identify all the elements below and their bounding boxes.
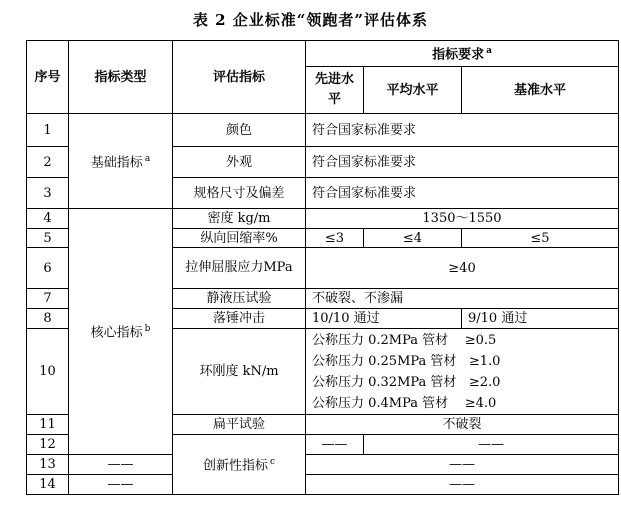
row-no: 6 — [27, 248, 69, 289]
row-requirement: 符合国家标准要求 — [306, 147, 619, 178]
header-baseline: 基准水平 — [462, 67, 619, 114]
row-indicator: —— — [306, 435, 364, 455]
group-innovation-mark: c — [269, 457, 276, 468]
row-indicator: 外观 — [173, 147, 306, 178]
row-no: 14 — [27, 475, 69, 495]
header-average: 平均水平 — [364, 67, 462, 114]
group-basic-mark: a — [144, 153, 151, 164]
header-requirement-mark: a — [486, 46, 492, 57]
row-requirement: 符合国家标准要求 — [306, 178, 619, 209]
table-row — [27, 114, 619, 147]
row-indicator: 拉伸屈服应力MPa — [173, 248, 306, 289]
row-requirement: 不破裂、不渗漏 — [306, 289, 619, 309]
row-no: 13 — [27, 455, 69, 475]
row-no: 1 — [27, 114, 69, 147]
table-title: 表 2 企业标准“领跑者”评估体系 — [192, 11, 429, 29]
row-indicator: 密度 kg/m — [173, 209, 306, 229]
row-no: 8 — [27, 309, 69, 329]
row-requirement: 1350～1550 — [306, 209, 619, 229]
row-baseline: ≤5 — [462, 229, 619, 248]
row-indicator: 扁平试验 — [173, 415, 306, 435]
table-row — [27, 209, 619, 229]
requirement-line: 公称压力 0.32MPa 管材 ≥2.0 — [312, 374, 501, 390]
group-innovation — [173, 435, 306, 495]
group-basic — [69, 114, 173, 209]
table-row — [27, 475, 619, 495]
row-no: 4 — [27, 209, 69, 229]
group-core-label: 核心指标 — [90, 325, 143, 341]
row-requirement-right: 9/10 通过 — [462, 309, 619, 329]
row-requirement: —— — [306, 475, 619, 495]
requirement-line: 公称压力 0.25MPa 管材 ≥1.0 — [312, 353, 501, 369]
row-indicator: 环刚度 kN/m — [173, 329, 306, 415]
header-type: 指标类型 — [69, 41, 173, 114]
row-advanced: ≤3 — [306, 229, 364, 248]
row-no: 5 — [27, 229, 69, 248]
requirement-line: 公称压力 0.4MPa 管材 ≥4.0 — [312, 395, 497, 411]
row-requirement — [306, 329, 619, 415]
row-no: 10 — [27, 329, 69, 415]
group-innovation-label: 创新性指标 — [202, 458, 268, 474]
row-requirement: ≥40 — [306, 248, 619, 289]
group-basic-label: 基础指标 — [90, 155, 143, 171]
row-requirement: —— — [306, 455, 619, 475]
row-average: ≤4 — [364, 229, 462, 248]
header-indicator: 评估指标 — [173, 41, 306, 114]
table-row — [27, 455, 619, 475]
row-no: 7 — [27, 289, 69, 309]
row-no: 2 — [27, 147, 69, 178]
row-requirement: —— — [364, 435, 619, 455]
evaluation-table — [26, 40, 619, 495]
row-requirement: 符合国家标准要求 — [306, 114, 619, 147]
row-no: 11 — [27, 415, 69, 435]
requirement-line: 公称压力 0.2MPa 管材 ≥0.5 — [312, 332, 497, 348]
row-indicator: 颜色 — [173, 114, 306, 147]
header-requirement — [306, 41, 619, 67]
row-indicator: —— — [69, 475, 173, 495]
header-no: 序号 — [27, 41, 69, 114]
row-no: 12 — [27, 435, 69, 455]
row-indicator: 纵向回缩率% — [173, 229, 306, 248]
header-advanced: 先进水平 — [306, 67, 364, 114]
header-requirement-label: 指标要求 — [432, 47, 485, 63]
row-indicator: —— — [69, 455, 173, 475]
row-requirement-left: 10/10 通过 — [306, 309, 462, 329]
row-requirement: 不破裂 — [306, 415, 619, 435]
row-indicator: 静液压试验 — [173, 289, 306, 309]
row-indicator: 落锤冲击 — [173, 309, 306, 329]
group-core-mark: b — [144, 324, 151, 335]
row-indicator: 规格尺寸及偏差 — [173, 178, 306, 209]
row-no: 3 — [27, 178, 69, 209]
group-core — [69, 209, 173, 455]
